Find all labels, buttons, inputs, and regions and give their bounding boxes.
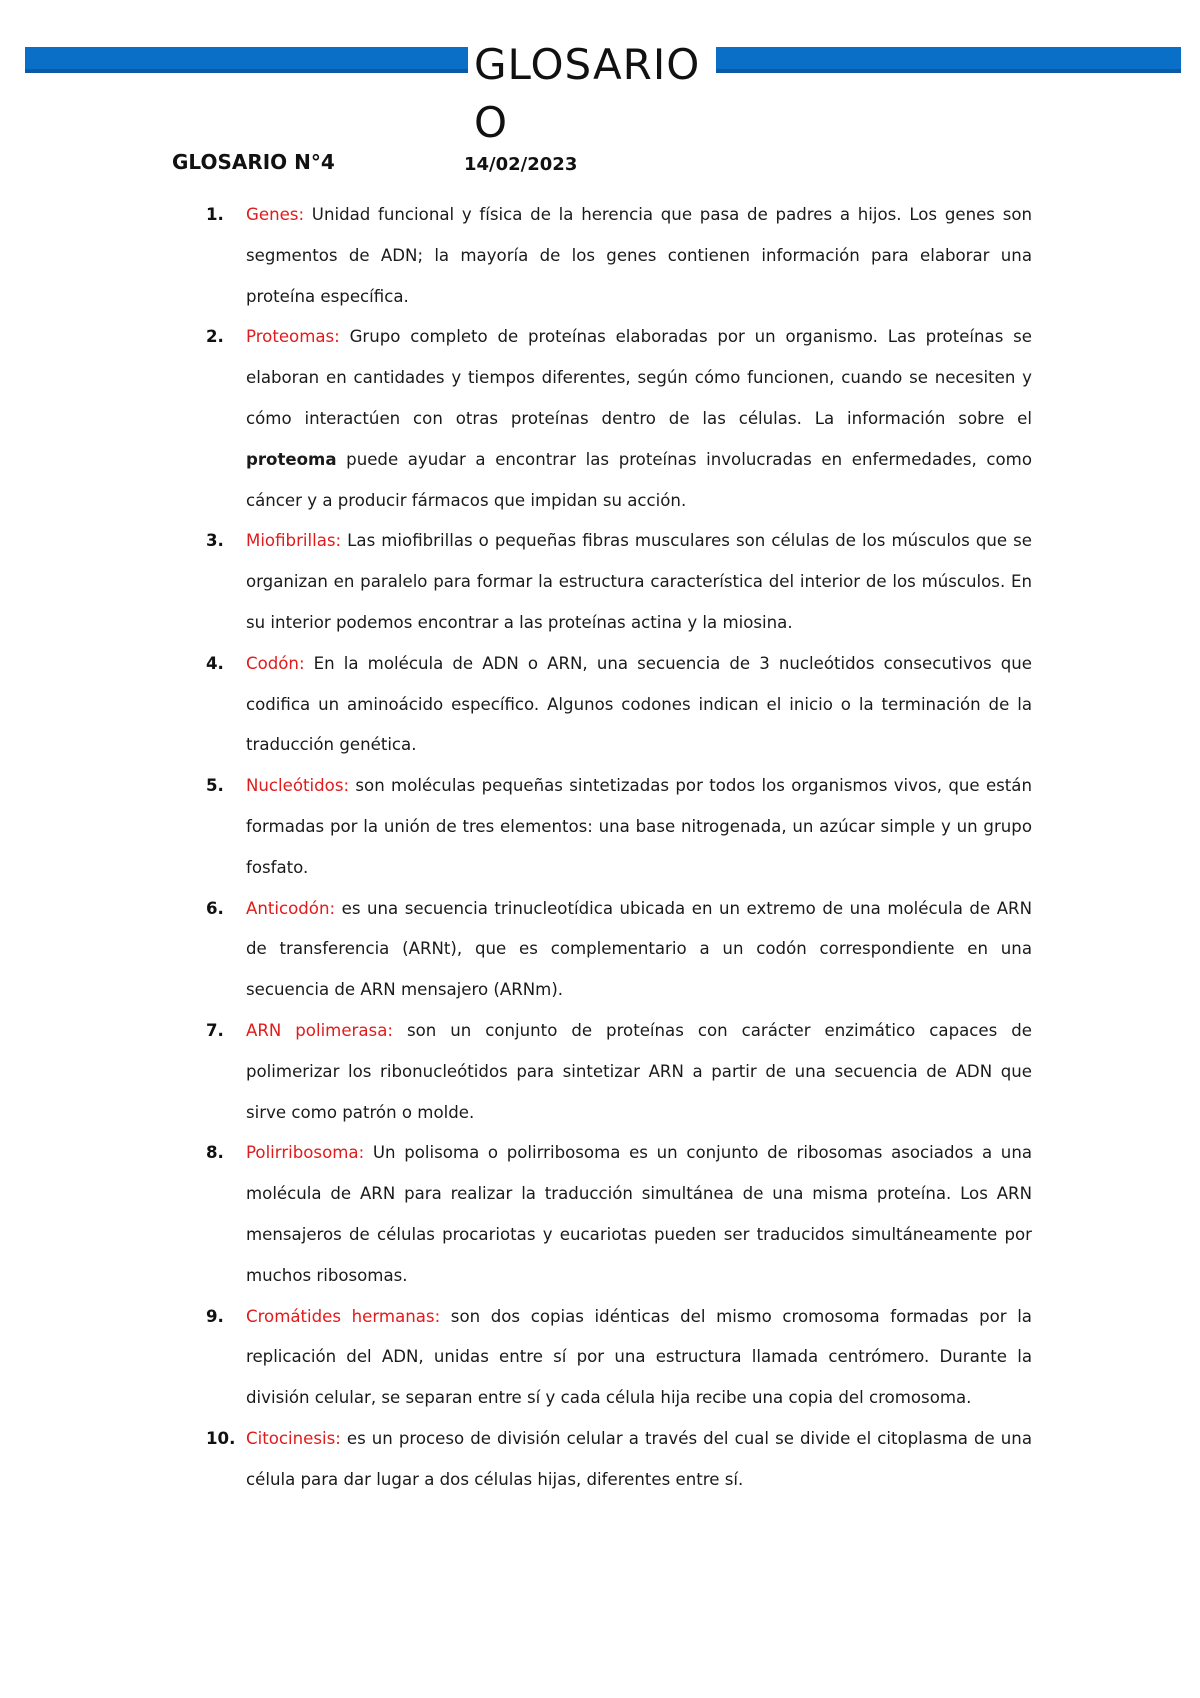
glossary-entry-proteomas [200,317,1032,521]
entry-term: ARN polimerasa: [246,1020,393,1040]
entry-definition: es una secuencia trinucleotídica ubicada en un extremo de una molécula de ARN de transferencia (ARNt), que es complementario a un codón correspondiente en una secuencia de ARN mensajero (ARNm). [246,898,1032,1000]
entry-term: Anticodón: [246,898,336,918]
entry-number: 6. [206,898,224,918]
glossary-entry-anticodon [200,889,1032,1011]
glossary-entry-nucleotidos [200,766,1032,888]
entry-definition-part: Grupo completo de proteínas elaboradas por un organismo. Las proteínas se elaboran en cantidades y tiempos diferentes, según cómo funcionen, cuando se necesiten y cómo interactúen con otras proteínas dentro de las células. La información sobre el [246,327,1033,428]
entry-term: Proteomas: [246,327,340,347]
entry-definition-part: puede ayudar a encontrar las proteínas involucradas en enfermedades, como cáncer y a producir fármacos que impidan su acción. [246,449,1032,510]
entry-number: 5. [206,776,224,796]
entry-term: Nucleótidos: [246,776,350,796]
entry-term: Codón: [246,653,305,673]
glossary-entry-genes [200,195,1032,317]
glossary-entry-citocinesis [200,1419,1032,1501]
glossary-list [200,195,1032,1501]
entry-number: 3. [206,531,224,551]
entry-definition-emphasis: proteoma [246,449,337,469]
entry-number: 9. [206,1306,224,1326]
glossary-entry-arn-polimerasa [200,1011,1032,1133]
glossary-entry-miofibrillas [200,521,1032,643]
entry-number: 8. [206,1143,224,1163]
glossary-entry-cromatides-hermanas [200,1297,1032,1419]
entry-definition: son moléculas pequeñas sintetizadas por todos los organismos vivos, que están formadas por la unión de tres elementos: una base nitrogenada, un azúcar simple y un grupo fosfato. [246,776,1032,877]
entry-definition [246,327,1032,509]
entry-term: Citocinesis: [246,1428,341,1448]
entry-definition: es un proceso de división celular a través del cual se divide el citoplasma de una célula para dar lugar a dos células hijas, diferentes entre sí. [246,1428,1032,1489]
glossary-entry-polirribosoma [200,1133,1032,1296]
entry-term: Polirribosoma: [246,1143,365,1163]
header-bar-right [716,47,1181,73]
entry-number: 1. [206,205,224,224]
entry-definition: Unidad funcional y física de la herencia que pasa de padres a hijos. Los genes son segmentos de ADN; la mayoría de los genes contienen información para elaborar una proteína específica. [246,205,1033,306]
glossary-entry-codon [200,644,1032,766]
entry-term: Genes: [246,205,305,224]
entry-definition: Un polisoma o polirribosoma es un conjunto de ribosomas asociados a una molécula de ARN para realizar la traducción simultánea de una misma proteína. Los ARN mensajeros de células procariotas y eucariotas pueden ser traducidos simultáneamente por muchos ribosomas. [246,1143,1033,1285]
banner-title: GLOSARIO O [474,40,701,147]
entry-number: 7. [206,1020,224,1040]
entry-definition: En la molécula de ADN o ARN, una secuencia de 3 nucleótidos consecutivos que codifica un aminoácido específico. Algunos codones indican el inicio o la terminación de la traducción genética. [246,653,1032,755]
entry-definition: Las miofibrillas o pequeñas fibras musculares son células de los músculos que se organizan en paralelo para formar la estructura característica del interior de los músculos. En su interior podemos encontrar a las proteínas actina y la miosina. [246,531,1033,632]
entry-definition: son un conjunto de proteínas con carácter enzimático capaces de polimerizar los ribonucleótidos para sintetizar ARN a partir de una secuencia de ADN que sirve como patrón o molde. [246,1020,1032,1122]
entry-definition: son dos copias idénticas del mismo cromosoma formadas por la replicación del ADN, unidas entre sí por una estructura llamada centrómero. Durante la división celular, se separan entre sí y cada célula hija recibe una copia del cromosoma. [246,1306,1032,1408]
entry-number: 4. [206,653,224,673]
entry-number: 2. [206,327,224,347]
page-title: GLOSARIO N°4 [172,150,335,174]
entry-term: Miofibrillas: [246,531,342,551]
entry-number: 10. [206,1428,236,1448]
document-date: 14/02/2023 [464,154,578,175]
entry-term: Cromátides hermanas: [246,1306,441,1326]
header-bar-left [25,47,468,73]
